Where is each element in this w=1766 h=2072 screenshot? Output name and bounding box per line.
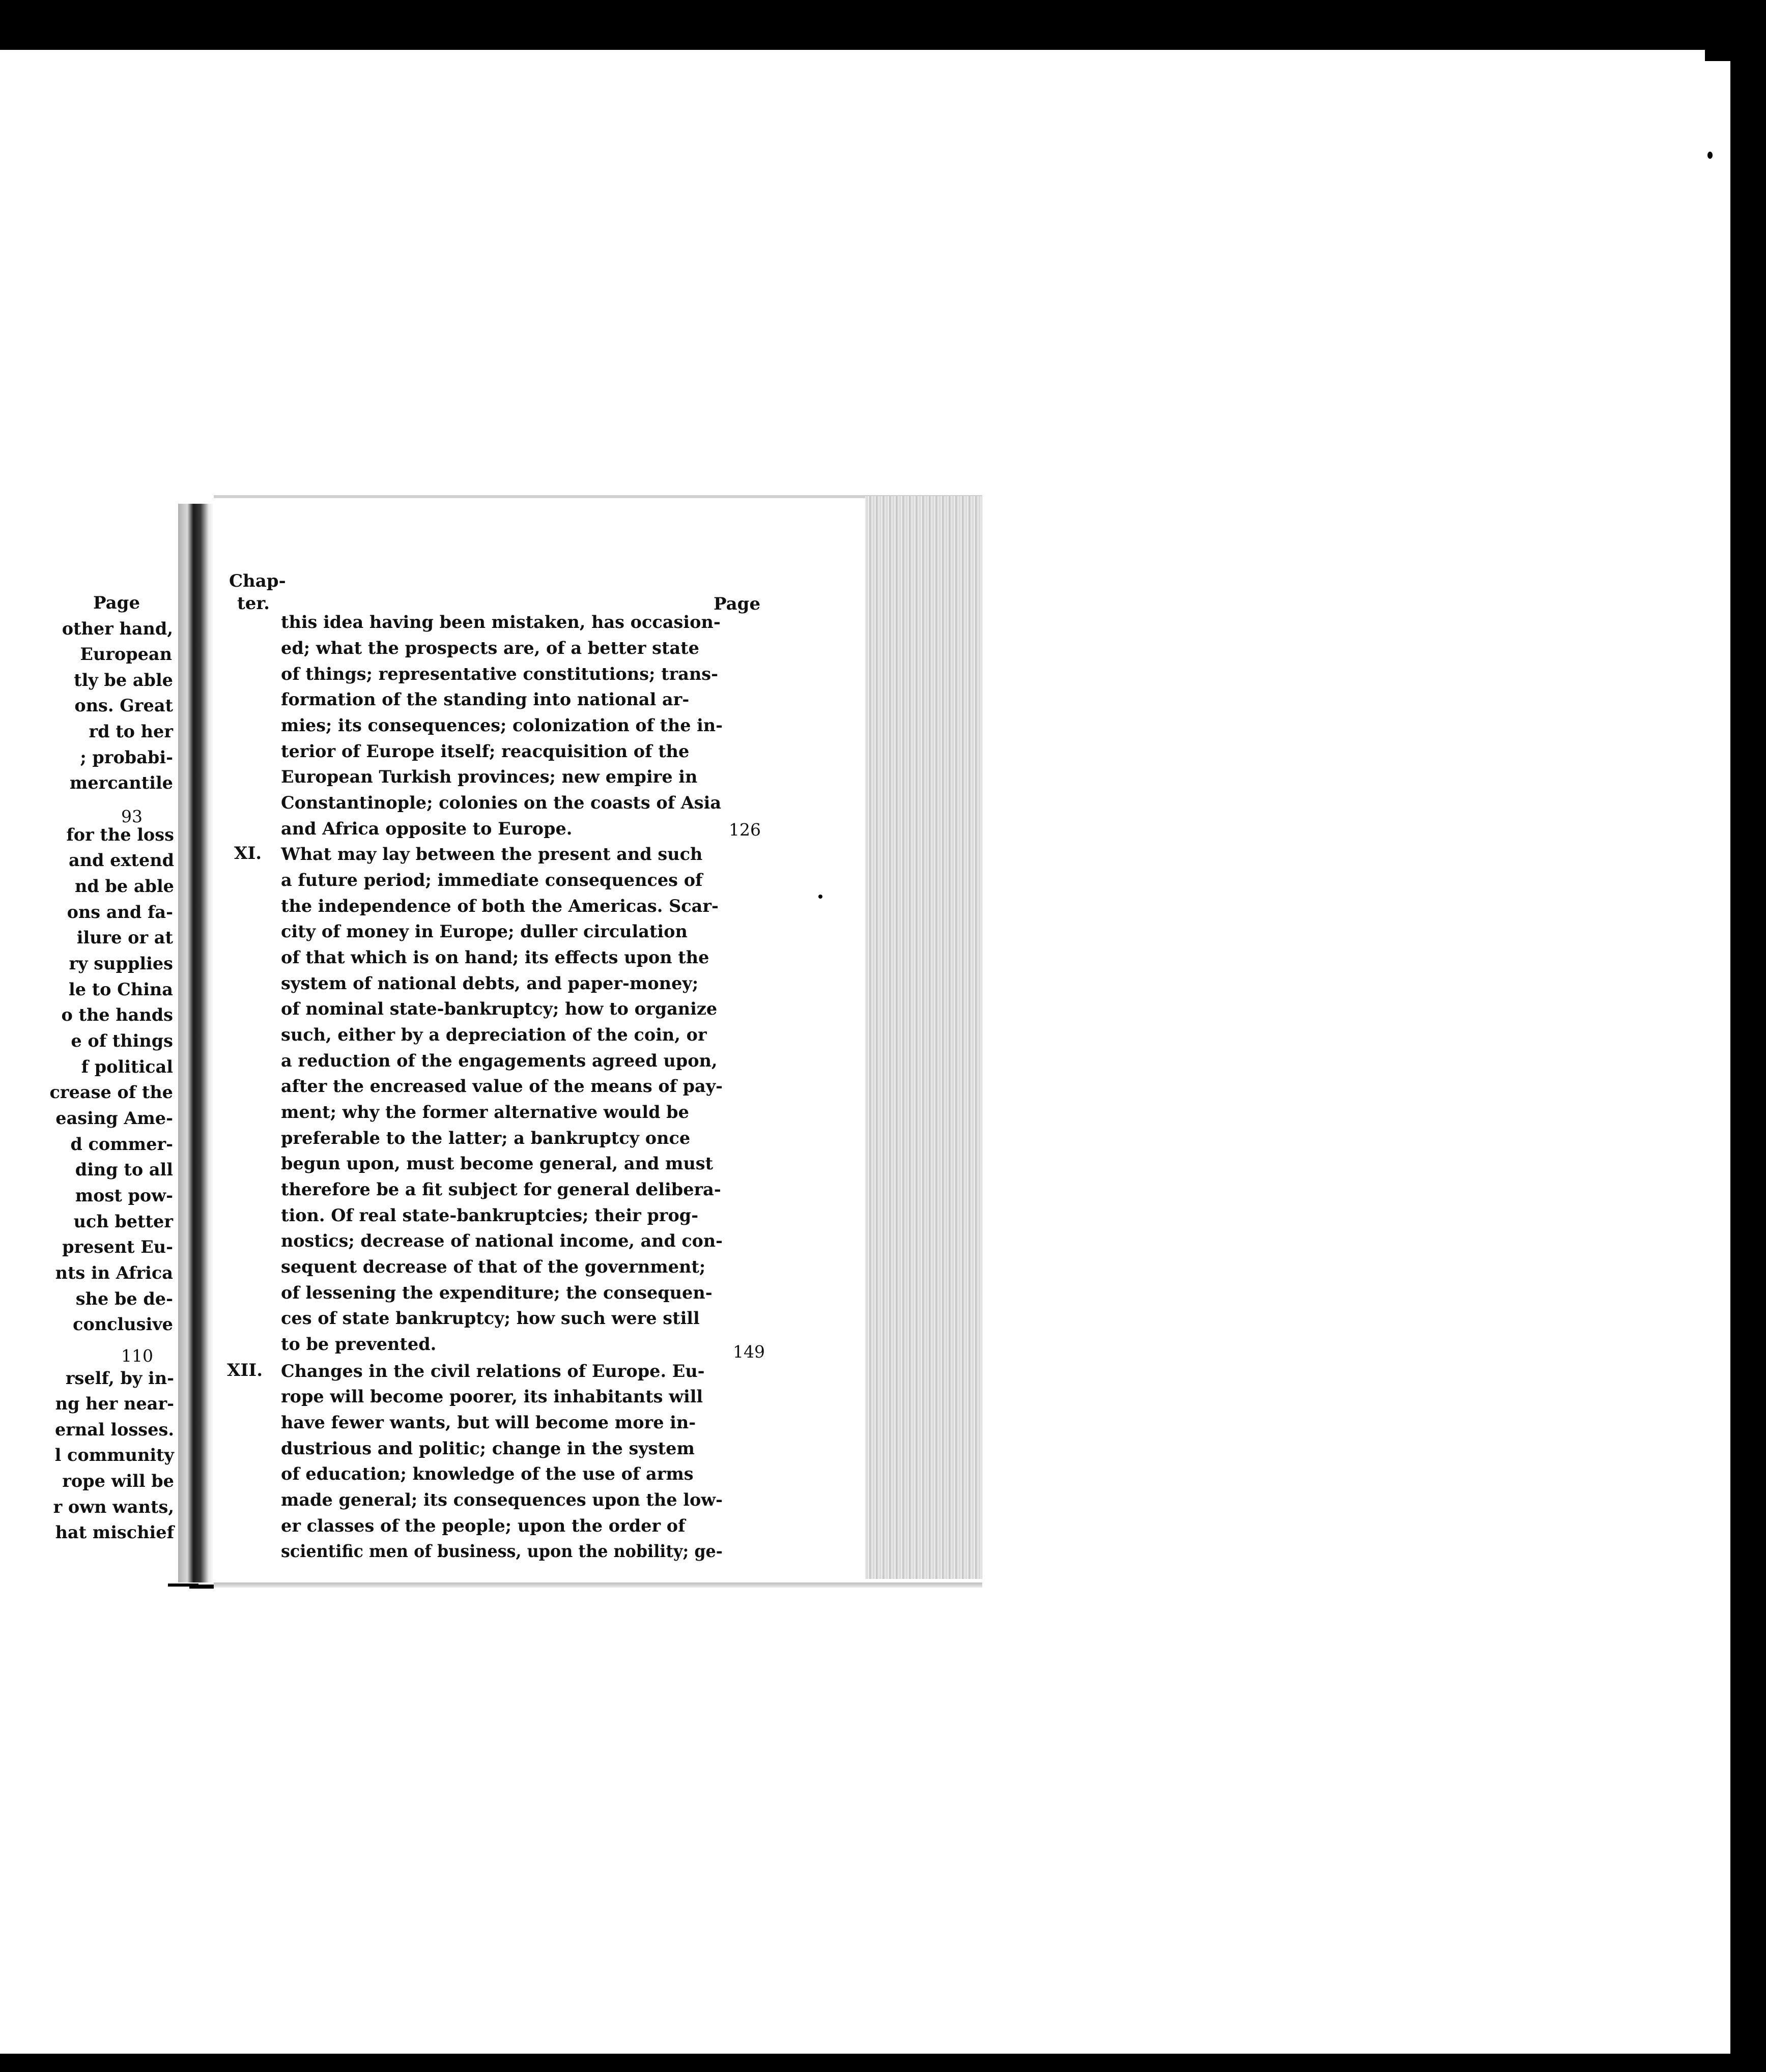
toc-line: European Turkish provinces; new empire in [281,767,698,787]
left-line: rd to her [89,722,173,741]
left-line: crease of the [49,1082,173,1102]
scan-right-border [1730,0,1766,2072]
left-line: uch better [73,1212,173,1231]
left-line: o the hands [61,1005,173,1025]
left-line: hat mischief [55,1522,174,1542]
scan-bottom-border [0,2054,1766,2072]
toc-line: system of national debts, and paper-money; [281,973,699,993]
left-line: nts in Africa [55,1263,173,1283]
left-line: mercantile [69,773,173,793]
left-line: d commer- [70,1134,173,1154]
toc-line: mies; its consequences; colonization of the in- [281,715,723,735]
left-page-number: 110 [121,1346,153,1366]
toc-line: the independence of both the Americas. Scar- [281,896,719,916]
toc-line: such, either by a depreciation of the coin, or [281,1025,707,1045]
toc-line: and Africa opposite to Europe. [281,819,573,839]
toc-line: this idea having been mistaken, has occasion- [281,612,721,632]
left-line: ernal losses. [54,1420,174,1440]
toc-line: Changes in the civil relations of Europe. Eu- [281,1361,705,1381]
toc-chapter-number: XII. [227,1360,263,1380]
left-line: easing Ame- [55,1108,173,1128]
toc-line: of education; knowledge of the use of arms [281,1464,694,1484]
toc-line: sequent decrease of that of the government; [281,1257,706,1277]
left-line: e of things [71,1031,173,1051]
toc-line: nostics; decrease of national income, and con- [281,1231,723,1251]
dust-speck [1707,152,1713,159]
book-gutter [178,504,214,1582]
toc-line: city of money in Europe; duller circulation [281,922,688,941]
left-line: ilure or at [76,928,173,947]
toc-line: formation of the standing into national ar- [281,689,690,709]
toc-line: ed; what the prospects are, of a better state [281,638,699,658]
left-line: rope will be [62,1471,174,1491]
toc-chapter-number: XI. [234,843,262,864]
left-line: conclusive [73,1314,173,1334]
left-line: ry supplies [69,954,173,973]
toc-line: a future period; immediate consequences of [281,870,703,890]
toc-line: begun upon, must become general, and must [281,1154,714,1173]
left-line: l community [54,1445,174,1465]
left-line: rself, by in- [65,1368,174,1388]
right-page-header: Page [714,594,761,614]
toc-line: after the encreased value of the means of pay- [281,1076,723,1096]
toc-line: terior of Europe itself; reacquisition of the [281,741,690,761]
left-line: for the loss [66,825,174,845]
book-bottom-edge [214,1582,982,1588]
toc-line: scientific men of business, upon the nobility; ge- [281,1541,723,1561]
chapter-header: Chap- [229,571,286,591]
left-line: le to China [69,980,173,999]
toc-line: therefore be a fit subject for general delibera- [281,1179,721,1199]
toc-line: a reduction of the engagements agreed upon, [281,1051,718,1071]
toc-page-number: 126 [729,820,761,840]
toc-line: preferable to the latter; a bankruptcy once [281,1128,691,1148]
left-page-header: Page [93,593,140,613]
left-line: ons and fa- [67,902,173,922]
left-line: ding to all [75,1160,173,1179]
left-line: most pow- [75,1186,173,1205]
toc-line: tion. Of real state-bankruptcies; their prog- [281,1205,699,1225]
toc-line: of lessening the expenditure; the consequen- [281,1283,713,1303]
left-line: tly be able [74,670,173,690]
toc-page-number: 149 [733,1342,765,1362]
dust-speck [818,895,822,899]
toc-line: made general; its consequences upon the low- [281,1490,723,1510]
left-line: f political [81,1057,173,1077]
toc-line: of things; representative constitutions; trans- [281,664,719,684]
left-line: and extend [68,850,174,870]
toc-line: of nominal state-bankruptcy; how to organize [281,999,718,1019]
toc-line: to be prevented. [281,1334,437,1354]
left-line: ng her near- [55,1394,174,1414]
toc-line: ces of state bankruptcy; how such were still [281,1308,700,1328]
chapter-header-2: ter. [237,593,270,614]
toc-line: What may lay between the present and such [281,844,703,864]
toc-line: dustrious and politic; change in the system [281,1438,695,1458]
toc-line: have fewer wants, but will become more in- [281,1413,696,1432]
toc-line: Constantinople; colonies on the coasts of Asia [281,793,722,813]
left-line: other hand, [62,619,173,639]
left-line: European [80,644,172,664]
left-page-number: 93 [121,807,143,826]
left-line: r own wants, [53,1497,174,1517]
left-line: ; probabi- [80,747,173,767]
toc-line: er classes of the people; upon the order of [281,1516,686,1536]
left-line: present Eu- [62,1237,173,1257]
book-gutter-foot-left [168,1584,198,1587]
left-line: she be de- [75,1289,173,1309]
toc-line: ment; why the former alternative would be [281,1102,689,1122]
scan-top-border [0,0,1766,50]
left-line: nd be able [74,876,174,896]
toc-line: rope will become poorer, its inhabitants will [281,1387,703,1406]
toc-line: of that which is on hand; its effects upon the [281,947,709,967]
book-fore-edge [865,496,982,1579]
left-line: ons. Great [74,696,173,715]
